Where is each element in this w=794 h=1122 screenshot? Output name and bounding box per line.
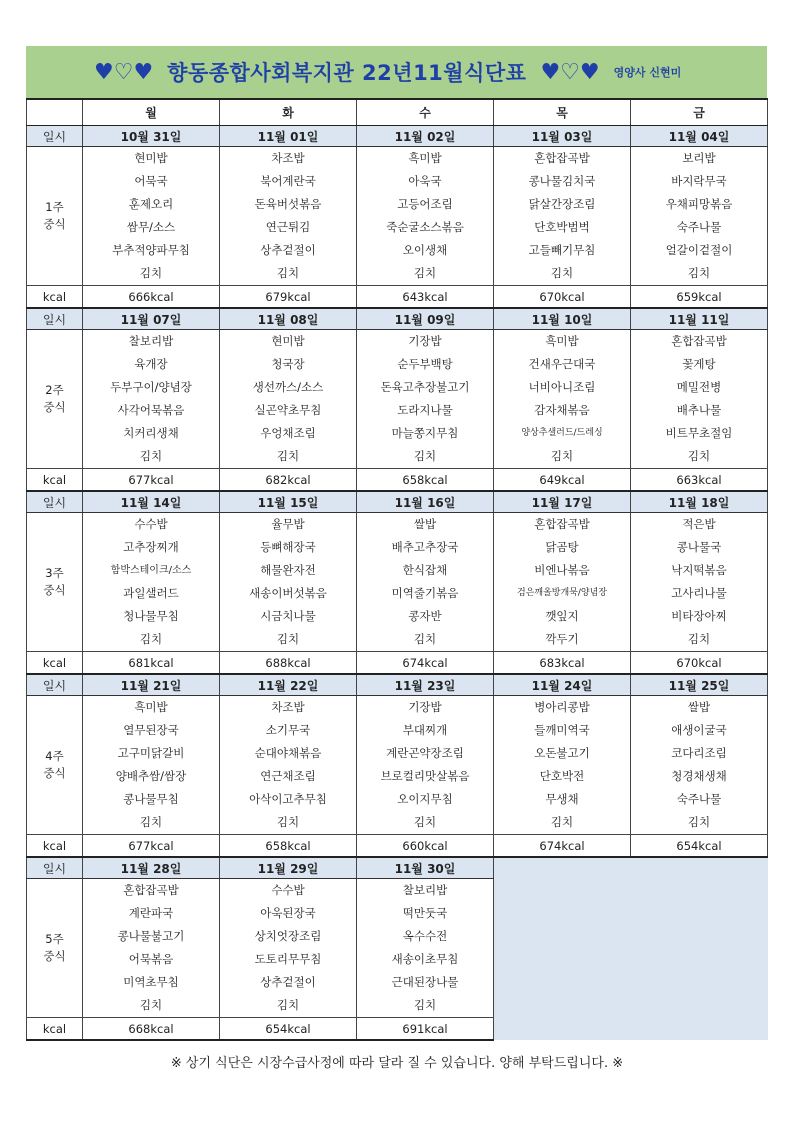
menu-item: 부추적양파무침 <box>112 243 190 257</box>
kcal-label: kcal <box>27 1018 83 1041</box>
menu-item: 돈육버섯볶음 <box>254 197 322 211</box>
date-label: 일시 <box>27 126 83 147</box>
meal-type: 중식 <box>43 949 66 963</box>
menu-item: 청나물무침 <box>123 609 179 623</box>
menu-item: 배추고추장국 <box>391 540 459 554</box>
menu-item: 닭곰탕 <box>545 540 579 554</box>
week-label <box>27 879 83 1018</box>
date-cell: 11월 11일 <box>631 308 768 330</box>
menu-item: 김치 <box>276 632 300 646</box>
menu-item: 기장밥 <box>408 334 442 348</box>
date-cell: 11월 01일 <box>220 126 357 147</box>
week-label <box>27 330 83 469</box>
menu-item: 양상추샐러드/드레싱 <box>521 428 603 438</box>
menu-item: 바지락무국 <box>671 174 727 188</box>
meal-type: 중식 <box>43 217 66 231</box>
menu-item: 보리밥 <box>682 151 716 165</box>
date-label: 일시 <box>27 857 83 879</box>
kcal-value: 670kcal <box>494 286 631 309</box>
menu-cell <box>494 147 631 286</box>
date-row <box>27 674 768 696</box>
menu-item: 계란파국 <box>128 906 174 920</box>
column-header <box>27 99 83 126</box>
menu-item: 김치 <box>276 266 300 280</box>
menu-item: 상추겉절이 <box>260 243 316 257</box>
menu-item: 도라지나물 <box>397 403 453 417</box>
menu-item: 김치 <box>276 998 300 1012</box>
week-label <box>27 147 83 286</box>
footnote: ※ 상기 식단은 시장수급사정에 따라 달라 질 수 있습니다. 양해 부탁드립니다. ※ <box>170 1056 624 1071</box>
menu-item: 단호박범벅 <box>534 220 590 234</box>
menu-item: 흑미밥 <box>545 334 579 348</box>
menu-item: 사각어묵볶음 <box>117 403 185 417</box>
kcal-value: 654kcal <box>631 835 768 858</box>
menu-cell <box>220 513 357 652</box>
kcal-row <box>27 652 768 675</box>
menu-row <box>27 147 768 286</box>
menu-item: 배추나물 <box>676 403 722 417</box>
date-cell: 11월 07일 <box>83 308 220 330</box>
menu-item: 김치 <box>139 632 163 646</box>
menu-item: 김치 <box>276 815 300 829</box>
date-cell: 11월 10일 <box>494 308 631 330</box>
menu-item: 청경채생채 <box>671 769 727 783</box>
menu-item: 김치 <box>687 266 711 280</box>
menu-item: 콩나물불고기 <box>117 929 185 943</box>
menu-item: 오이생채 <box>402 243 448 257</box>
menu-cell <box>220 879 357 1018</box>
column-header-fri: 금 <box>631 99 768 126</box>
menu-cell <box>357 696 494 835</box>
kcal-value: 659kcal <box>631 286 768 309</box>
menu-item: 떡만둣국 <box>402 906 448 920</box>
menu-cell <box>631 330 768 469</box>
menu-item: 김치 <box>413 449 437 463</box>
menu-item: 찰보리밥 <box>128 334 174 348</box>
kcal-value: 677kcal <box>83 835 220 858</box>
menu-item: 김치 <box>139 266 163 280</box>
menu-item: 양배추쌈/쌈장 <box>115 769 187 783</box>
menu-cell <box>220 696 357 835</box>
kcal-value: 658kcal <box>220 835 357 858</box>
menu-cell <box>631 147 768 286</box>
menu-item: 연근튀김 <box>265 220 311 234</box>
menu-cell <box>83 696 220 835</box>
menu-item: 근대된장나물 <box>391 975 459 989</box>
kcal-value: 660kcal <box>357 835 494 858</box>
menu-item: 콩자반 <box>408 609 442 623</box>
menu-item: 차조밥 <box>271 151 305 165</box>
menu-item: 깻잎지 <box>545 609 579 623</box>
date-cell: 11월 02일 <box>357 126 494 147</box>
kcal-value: 658kcal <box>357 469 494 492</box>
title-banner <box>26 46 767 98</box>
menu-item: 애생이굴국 <box>671 723 727 737</box>
menu-item: 김치 <box>687 449 711 463</box>
kcal-value: 681kcal <box>83 652 220 675</box>
menu-item: 상치엇장조림 <box>254 929 322 943</box>
menu-item: 꽃게탕 <box>682 357 716 371</box>
menu-item: 감자채볶음 <box>534 403 590 417</box>
menu-item: 김치 <box>413 815 437 829</box>
menu-item: 죽순굴소스볶음 <box>386 220 464 234</box>
empty-area <box>494 857 768 1040</box>
menu-item: 고구미닭갈비 <box>117 746 185 760</box>
menu-item: 얼갈이겉절이 <box>665 243 733 257</box>
date-cell: 11월 03일 <box>494 126 631 147</box>
menu-item: 새송이초무침 <box>391 952 459 966</box>
kcal-value: 674kcal <box>494 835 631 858</box>
menu-item: 어묵국 <box>134 174 168 188</box>
date-cell: 11월 08일 <box>220 308 357 330</box>
menu-item: 실곤약초무침 <box>254 403 322 417</box>
menu-item: 비타장아찌 <box>671 609 727 623</box>
menu-item: 고사리나물 <box>671 586 727 600</box>
kcal-value: 677kcal <box>83 469 220 492</box>
menu-item: 한식잡채 <box>402 563 448 577</box>
menu-item: 도토리무무침 <box>254 952 322 966</box>
date-row <box>27 491 768 513</box>
menu-item: 김치 <box>550 449 574 463</box>
date-cell: 11월 24일 <box>494 674 631 696</box>
menu-item: 과일샐러드 <box>123 586 179 600</box>
hearts-right-icon: ♥♡♥ <box>540 59 600 85</box>
date-cell: 11월 21일 <box>83 674 220 696</box>
menu-item: 브로컬리맛살볶음 <box>380 769 470 783</box>
meal-type: 중식 <box>43 766 66 780</box>
kcal-row <box>27 835 768 858</box>
menu-item: 미역줄기볶음 <box>391 586 459 600</box>
menu-item: 차조밥 <box>271 700 305 714</box>
week-number: 3주 <box>45 566 64 580</box>
kcal-value: 682kcal <box>220 469 357 492</box>
menu-item: 고등어조림 <box>397 197 453 211</box>
kcal-value: 674kcal <box>357 652 494 675</box>
menu-item: 치커리생채 <box>123 426 179 440</box>
date-cell: 11월 18일 <box>631 491 768 513</box>
date-cell: 11월 28일 <box>83 857 220 879</box>
column-header-tue: 화 <box>220 99 357 126</box>
date-cell: 10월 31일 <box>83 126 220 147</box>
page-title: 향동종합사회복지관 22년11월식단표 <box>167 61 527 85</box>
week-label <box>27 513 83 652</box>
menu-table <box>26 98 768 1041</box>
week-number: 4주 <box>45 749 64 763</box>
menu-cell <box>357 879 494 1018</box>
hearts-left-icon: ♥♡♥ <box>94 59 154 85</box>
menu-item: 병아리콩밥 <box>534 700 590 714</box>
menu-item: 청국장 <box>271 357 305 371</box>
menu-item: 어묵볶음 <box>128 952 174 966</box>
menu-item: 돈육고추장불고기 <box>380 380 470 394</box>
menu-cell <box>631 696 768 835</box>
menu-item: 오돈불고기 <box>534 746 590 760</box>
menu-item: 순두부백탕 <box>397 357 453 371</box>
meal-type: 중식 <box>43 583 66 597</box>
kcal-value: 668kcal <box>83 1018 220 1041</box>
menu-item: 율무밥 <box>271 517 305 531</box>
kcal-row <box>27 286 768 309</box>
menu-item: 흑미밥 <box>408 151 442 165</box>
date-cell: 11월 30일 <box>357 857 494 879</box>
menu-item: 혼합잡곡밥 <box>534 517 590 531</box>
kcal-row <box>27 469 768 492</box>
menu-cell <box>494 513 631 652</box>
menu-cell <box>494 696 631 835</box>
menu-item: 부대찌개 <box>402 723 448 737</box>
date-cell: 11월 15일 <box>220 491 357 513</box>
kcal-value: 688kcal <box>220 652 357 675</box>
menu-item: 메밀전병 <box>676 380 722 394</box>
kcal-label: kcal <box>27 835 83 858</box>
menu-item: 상추겉절이 <box>260 975 316 989</box>
menu-row <box>27 696 768 835</box>
menu-item: 김치 <box>413 266 437 280</box>
menu-item: 김치 <box>139 998 163 1012</box>
menu-item: 김치 <box>550 815 574 829</box>
meal-type: 중식 <box>43 400 66 414</box>
menu-item: 김치 <box>687 632 711 646</box>
menu-item: 김치 <box>550 266 574 280</box>
menu-item: 단호박전 <box>539 769 585 783</box>
kcal-value: 666kcal <box>83 286 220 309</box>
menu-item: 시금치나물 <box>260 609 316 623</box>
kcal-value: 649kcal <box>494 469 631 492</box>
menu-row <box>27 513 768 652</box>
menu-item: 수수밥 <box>271 883 305 897</box>
menu-item: 김치 <box>276 449 300 463</box>
menu-item: 쌀밥 <box>413 517 437 531</box>
menu-item: 적은밥 <box>682 517 716 531</box>
menu-item: 콩나물무침 <box>123 792 179 806</box>
menu-item: 김치 <box>139 815 163 829</box>
menu-item: 함박스테이크/소스 <box>110 565 192 576</box>
date-cell: 11월 17일 <box>494 491 631 513</box>
kcal-value: 663kcal <box>631 469 768 492</box>
date-label: 일시 <box>27 491 83 513</box>
menu-item: 혼합잡곡밥 <box>123 883 179 897</box>
menu-cell <box>220 330 357 469</box>
menu-item: 쌈무/소스 <box>126 220 176 234</box>
menu-item: 낙지떡볶음 <box>671 563 727 577</box>
menu-item: 너비아니조림 <box>528 380 596 394</box>
kcal-value: 654kcal <box>220 1018 357 1041</box>
week-number: 5주 <box>45 932 64 946</box>
menu-item: 계란곤약장조림 <box>386 746 464 760</box>
nutritionist-name: 영양사 신현미 <box>613 66 682 79</box>
menu-item: 김치 <box>413 998 437 1012</box>
menu-item: 열무된장국 <box>123 723 179 737</box>
menu-cell <box>357 147 494 286</box>
menu-item: 김치 <box>413 632 437 646</box>
menu-item: 수수밥 <box>134 517 168 531</box>
date-cell: 11월 04일 <box>631 126 768 147</box>
date-cell: 11월 16일 <box>357 491 494 513</box>
menu-item: 콩나물김치국 <box>528 174 596 188</box>
date-row <box>27 857 768 879</box>
menu-item: 마늘쫑지무침 <box>391 426 459 440</box>
menu-item: 김치 <box>139 449 163 463</box>
menu-item: 두부구이/양념장 <box>110 380 192 394</box>
menu-item: 건새우근대국 <box>528 357 596 371</box>
header-row <box>27 99 768 126</box>
date-cell: 11월 29일 <box>220 857 357 879</box>
week-label <box>27 696 83 835</box>
menu-item: 기장밥 <box>408 700 442 714</box>
menu-item: 해물완자전 <box>260 563 316 577</box>
kcal-label: kcal <box>27 652 83 675</box>
menu-item: 오이지무침 <box>397 792 453 806</box>
menu-item: 순대야채볶음 <box>254 746 322 760</box>
menu-item: 비엔나볶음 <box>534 563 590 577</box>
menu-item: 고추장찌개 <box>123 540 179 554</box>
menu-item: 현미밥 <box>134 151 168 165</box>
menu-cell <box>83 879 220 1018</box>
menu-item: 흑미밥 <box>134 700 168 714</box>
menu-cell <box>220 147 357 286</box>
kcal-value: 670kcal <box>631 652 768 675</box>
menu-item: 김치 <box>687 815 711 829</box>
menu-item: 옥수수전 <box>402 929 448 943</box>
menu-item: 숙주나물 <box>676 792 722 806</box>
kcal-value: 679kcal <box>220 286 357 309</box>
week-number: 2주 <box>45 383 64 397</box>
kcal-value: 691kcal <box>357 1018 494 1041</box>
menu-cell <box>357 330 494 469</box>
menu-item: 아욱된장국 <box>260 906 316 920</box>
menu-cell <box>357 513 494 652</box>
menu-cell <box>631 513 768 652</box>
menu-item: 고들빼기무침 <box>528 243 596 257</box>
menu-item: 깍두기 <box>545 632 579 646</box>
column-header-thu: 목 <box>494 99 631 126</box>
column-header-mon: 월 <box>83 99 220 126</box>
date-label: 일시 <box>27 308 83 330</box>
menu-item: 혼합잡곡밥 <box>671 334 727 348</box>
menu-item: 비트무초절임 <box>665 426 733 440</box>
menu-item: 혼합잡곡밥 <box>534 151 590 165</box>
menu-body <box>27 126 768 1041</box>
menu-item: 소기무국 <box>265 723 311 737</box>
menu-item: 육개장 <box>134 357 168 371</box>
menu-item: 아욱국 <box>408 174 442 188</box>
date-cell: 11월 09일 <box>357 308 494 330</box>
menu-item: 검은깨올방개묵/양념장 <box>517 588 607 598</box>
menu-cell <box>494 330 631 469</box>
menu-item: 훈제오리 <box>128 197 174 211</box>
menu-item: 등뼈해장국 <box>260 540 316 554</box>
kcal-value: 643kcal <box>357 286 494 309</box>
date-cell: 11월 22일 <box>220 674 357 696</box>
date-label: 일시 <box>27 674 83 696</box>
date-cell: 11월 25일 <box>631 674 768 696</box>
menu-item: 미역초무침 <box>123 975 179 989</box>
week-number: 1주 <box>45 200 64 214</box>
date-cell: 11월 14일 <box>83 491 220 513</box>
menu-item: 무생채 <box>545 792 579 806</box>
column-header-wed: 수 <box>357 99 494 126</box>
kcal-label: kcal <box>27 469 83 492</box>
menu-item: 아삭이고추무침 <box>249 792 327 806</box>
menu-item: 북어계란국 <box>260 174 316 188</box>
menu-cell <box>83 513 220 652</box>
menu-item: 코다리조림 <box>671 746 727 760</box>
menu-item: 우엉채조림 <box>260 426 316 440</box>
date-row <box>27 308 768 330</box>
menu-item: 생선까스/소스 <box>252 380 324 394</box>
menu-item: 숙주나물 <box>676 220 722 234</box>
menu-item: 우채피망볶음 <box>665 197 733 211</box>
date-cell: 11월 23일 <box>357 674 494 696</box>
menu-row <box>27 330 768 469</box>
menu-item: 찰보리밥 <box>402 883 448 897</box>
menu-item: 현미밥 <box>271 334 305 348</box>
menu-item: 들깨미역국 <box>534 723 590 737</box>
menu-item: 콩나물국 <box>676 540 722 554</box>
menu-item: 연근채조림 <box>260 769 316 783</box>
date-row <box>27 126 768 147</box>
menu-cell <box>83 147 220 286</box>
kcal-label: kcal <box>27 286 83 309</box>
menu-cell <box>83 330 220 469</box>
menu-item: 쌀밥 <box>687 700 711 714</box>
menu-item: 닭살간장조림 <box>528 197 596 211</box>
menu-item: 새송이버섯볶음 <box>249 586 327 600</box>
kcal-value: 683kcal <box>494 652 631 675</box>
